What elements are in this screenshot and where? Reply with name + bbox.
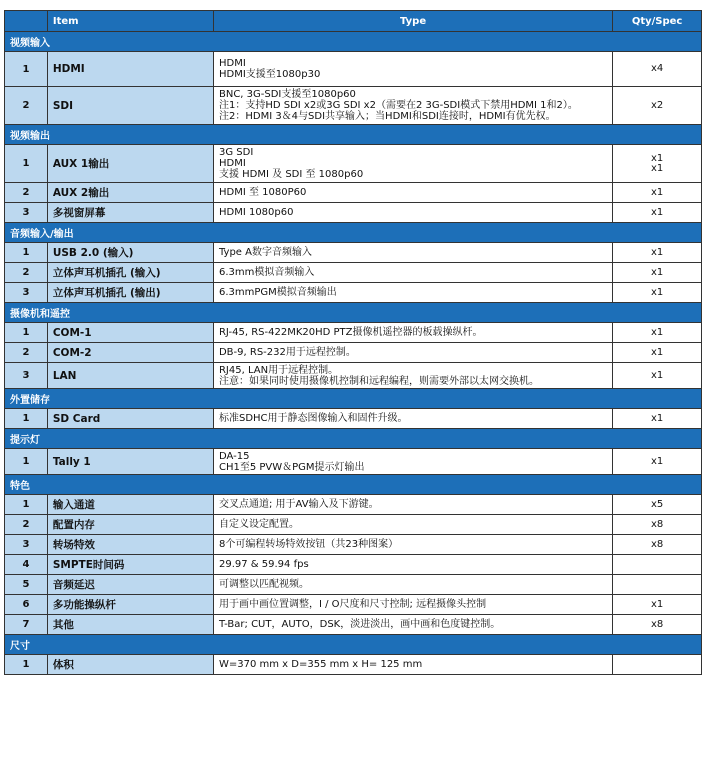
section-header xyxy=(5,429,702,449)
row-item: 立体声耳机插孔 (输入) xyxy=(47,263,213,283)
row-type xyxy=(213,52,612,87)
qty-line: x5 xyxy=(650,498,664,510)
type-line: 用于画中画位置调整，I / O尺度和尺寸控制; 远程摄像头控制 xyxy=(218,599,487,610)
type-line: CH1至5 PVW＆PGM提示灯输出 xyxy=(218,461,365,473)
row-qty xyxy=(613,263,702,283)
type-line: 标准SDHC用于静态图像输入和固件升级。 xyxy=(218,413,408,424)
row-item: LAN xyxy=(47,363,213,389)
table-row xyxy=(5,655,702,675)
row-type xyxy=(213,87,612,125)
row-number: 1 xyxy=(5,145,48,183)
row-qty xyxy=(613,183,702,203)
qty-line: x1 xyxy=(650,152,664,164)
header-qty: Qty/Spec xyxy=(613,11,702,32)
row-item: USB 2.0 (输入) xyxy=(47,243,213,263)
table-row xyxy=(5,575,702,595)
row-number: 1 xyxy=(5,52,48,87)
type-line: 6.3mmPGM模拟音频输出 xyxy=(218,287,337,298)
table-row xyxy=(5,555,702,575)
row-number: 6 xyxy=(5,595,48,615)
type-line: HDMI 1080p60 xyxy=(218,207,294,218)
row-type xyxy=(213,555,612,575)
table-row xyxy=(5,52,702,87)
row-item: 转场特效 xyxy=(47,535,213,555)
type-line: 8个可编程转场特效按钮（共23种图案） xyxy=(218,539,399,550)
row-number: 1 xyxy=(5,655,48,675)
qty-line: x1 xyxy=(650,369,664,381)
row-qty xyxy=(613,535,702,555)
table-row xyxy=(5,183,702,203)
section-header xyxy=(5,32,702,52)
qty-line: x1 xyxy=(650,598,664,610)
row-type xyxy=(213,449,612,475)
row-type xyxy=(213,655,612,675)
row-item: SMPTE时间码 xyxy=(47,555,213,575)
type-line: 注2：HDMI 3＆4与SDI共享输入；当HDMI和SDI连接时，HDMI有优先权。 xyxy=(218,111,556,122)
row-number: 1 xyxy=(5,409,48,429)
row-item: 音频延迟 xyxy=(47,575,213,595)
row-item: 体积 xyxy=(47,655,213,675)
section-title: 视频输出 xyxy=(5,125,702,145)
table-row xyxy=(5,323,702,343)
row-item: 立体声耳机插孔 (输出) xyxy=(47,283,213,303)
row-number: 2 xyxy=(5,343,48,363)
row-qty xyxy=(613,145,702,183)
qty-line: x1 xyxy=(650,455,664,467)
type-line: 可调整以匹配视频。 xyxy=(218,579,309,590)
row-item: 多功能操纵杆 xyxy=(47,595,213,615)
spec-table xyxy=(4,10,702,675)
qty-line: x8 xyxy=(650,518,664,530)
qty-line: x1 xyxy=(650,412,664,424)
table-row xyxy=(5,363,702,389)
row-type xyxy=(213,343,612,363)
row-qty xyxy=(613,409,702,429)
type-line: HDMI支援至1080p30 xyxy=(218,69,321,80)
row-item: 配置内存 xyxy=(47,515,213,535)
row-number: 2 xyxy=(5,183,48,203)
row-number: 7 xyxy=(5,615,48,635)
table-row xyxy=(5,283,702,303)
row-type xyxy=(213,243,612,263)
row-number: 1 xyxy=(5,495,48,515)
section-header xyxy=(5,223,702,243)
row-type xyxy=(213,145,612,183)
row-item: 多视窗屏幕 xyxy=(47,203,213,223)
table-row xyxy=(5,243,702,263)
table-row xyxy=(5,343,702,363)
row-number: 3 xyxy=(5,203,48,223)
row-number: 3 xyxy=(5,283,48,303)
row-type xyxy=(213,535,612,555)
row-qty xyxy=(613,243,702,263)
row-qty xyxy=(613,87,702,125)
section-title: 音频输入/输出 xyxy=(5,223,702,243)
row-qty xyxy=(613,52,702,87)
row-qty xyxy=(613,595,702,615)
row-number: 3 xyxy=(5,363,48,389)
row-number: 4 xyxy=(5,555,48,575)
qty-line: x1 xyxy=(650,186,664,198)
row-item: AUX 1输出 xyxy=(47,145,213,183)
row-type xyxy=(213,323,612,343)
row-qty xyxy=(613,495,702,515)
row-type xyxy=(213,495,612,515)
section-header xyxy=(5,125,702,145)
qty-line: x2 xyxy=(650,99,664,111)
row-qty xyxy=(613,449,702,475)
row-type xyxy=(213,203,612,223)
row-item: COM-1 xyxy=(47,323,213,343)
row-item: AUX 2输出 xyxy=(47,183,213,203)
table-row xyxy=(5,263,702,283)
header-type: Type xyxy=(213,11,612,32)
row-number: 2 xyxy=(5,515,48,535)
type-line: HDMI xyxy=(218,158,246,169)
qty-line: x4 xyxy=(650,63,664,74)
table-header-row xyxy=(5,11,702,32)
section-header xyxy=(5,303,702,323)
table-row xyxy=(5,535,702,555)
qty-line: x1 xyxy=(650,326,664,338)
type-line: RJ45, LAN用于远程控制。 xyxy=(218,364,339,376)
row-qty xyxy=(613,363,702,389)
row-qty xyxy=(613,555,702,575)
type-line: Type A数字音频输入 xyxy=(218,247,312,258)
row-qty xyxy=(613,575,702,595)
row-item: HDMI xyxy=(47,52,213,87)
row-qty xyxy=(613,515,702,535)
header-item: Item xyxy=(47,11,213,32)
row-qty xyxy=(613,203,702,223)
section-header xyxy=(5,475,702,495)
table-row xyxy=(5,87,702,125)
type-line: DA-15 xyxy=(218,450,250,462)
row-qty xyxy=(613,323,702,343)
type-line: 自定义设定配置。 xyxy=(218,519,299,530)
qty-line: x1 xyxy=(650,162,664,174)
row-type xyxy=(213,515,612,535)
row-number: 2 xyxy=(5,87,48,125)
type-line: RJ-45, RS-422MK20HD PTZ摄像机遥控器的板载操纵杆。 xyxy=(218,327,483,338)
row-qty xyxy=(613,615,702,635)
section-header xyxy=(5,389,702,409)
section-title: 特色 xyxy=(5,475,702,495)
table-row xyxy=(5,615,702,635)
table-row xyxy=(5,145,702,183)
type-line: BNC, 3G-SDI支援至1080p60 xyxy=(218,89,356,100)
row-qty xyxy=(613,283,702,303)
type-line: 支援 HDMI 及 SDI 至 1080p60 xyxy=(218,169,364,180)
section-title: 视频输入 xyxy=(5,32,702,52)
row-number: 2 xyxy=(5,263,48,283)
type-line: W=370 mm x D=355 mm x H= 125 mm xyxy=(218,659,423,670)
type-line: 29.97 & 59.94 fps xyxy=(218,559,309,570)
row-type xyxy=(213,409,612,429)
header-number xyxy=(5,11,48,32)
row-number: 5 xyxy=(5,575,48,595)
table-row xyxy=(5,203,702,223)
qty-line: x1 xyxy=(650,266,664,278)
section-header xyxy=(5,635,702,655)
type-line: DB-9, RS-232用于远程控制。 xyxy=(218,347,356,358)
row-item: 输入通道 xyxy=(47,495,213,515)
section-title: 摄像机和遥控 xyxy=(5,303,702,323)
qty-line: x1 xyxy=(650,346,664,358)
row-number: 1 xyxy=(5,449,48,475)
type-line: 6.3mm模拟音频输入 xyxy=(218,267,315,278)
type-line: HDMI 至 1080P60 xyxy=(218,187,307,198)
type-line: T-Bar; CUT，AUTO，DSK，淡进淡出，画中画和色度键控制。 xyxy=(218,619,501,630)
table-row xyxy=(5,495,702,515)
row-qty xyxy=(613,343,702,363)
qty-line: x1 xyxy=(650,286,664,298)
row-type xyxy=(213,363,612,389)
row-number: 1 xyxy=(5,323,48,343)
type-line: HDMI xyxy=(218,58,246,69)
row-item: SDI xyxy=(47,87,213,125)
table-row xyxy=(5,515,702,535)
table-body xyxy=(5,32,702,675)
row-number: 1 xyxy=(5,243,48,263)
type-line: 注1：支持HD SDI x2或3G SDI x2（需要在2 3G-SDI模式下禁用HDMI 1和2）。 xyxy=(218,100,578,111)
row-type xyxy=(213,595,612,615)
row-type xyxy=(213,283,612,303)
section-title: 外置储存 xyxy=(5,389,702,409)
qty-line: x8 xyxy=(650,618,664,630)
row-item: SD Card xyxy=(47,409,213,429)
row-item: 其他 xyxy=(47,615,213,635)
row-qty xyxy=(613,655,702,675)
row-item: COM-2 xyxy=(47,343,213,363)
row-type xyxy=(213,263,612,283)
type-line: 注意：如果同时使用摄像机控制和远程编程，则需要外部以太网交换机。 xyxy=(218,375,539,387)
section-title: 提示灯 xyxy=(5,429,702,449)
table-row xyxy=(5,449,702,475)
qty-line: x1 xyxy=(650,246,664,258)
section-title: 尺寸 xyxy=(5,635,702,655)
row-number: 3 xyxy=(5,535,48,555)
qty-line: x1 xyxy=(650,206,664,218)
row-item: Tally 1 xyxy=(47,449,213,475)
row-type xyxy=(213,575,612,595)
table-row xyxy=(5,409,702,429)
type-line: 3G SDI xyxy=(218,147,254,158)
row-type xyxy=(213,615,612,635)
row-type xyxy=(213,183,612,203)
qty-line: x8 xyxy=(650,538,664,550)
type-line: 交叉点通道; 用于AV输入及下游键。 xyxy=(218,499,379,510)
table-row xyxy=(5,595,702,615)
